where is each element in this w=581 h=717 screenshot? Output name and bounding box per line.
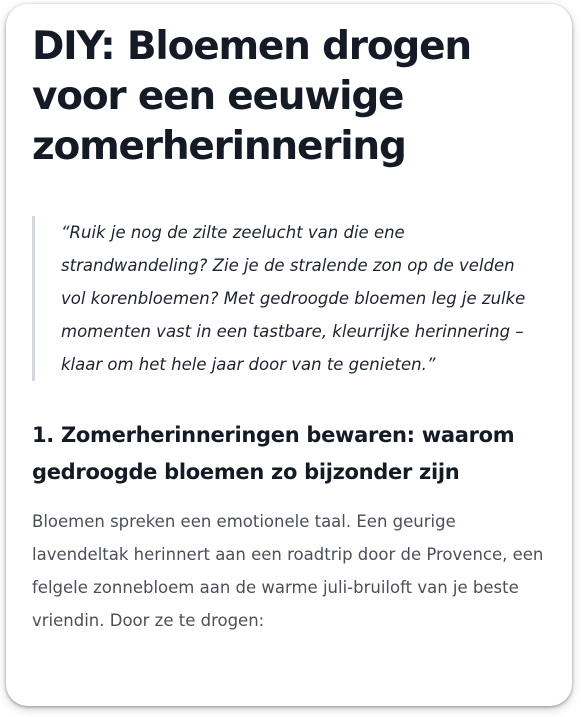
cut-off-text-line — [32, 684, 552, 706]
fade-overlay — [32, 684, 552, 706]
intro-quote-text: “Ruik je nog de zilte zeelucht van die ene strandwandeling? Zie je de stralende zon op de velden vol korenbloemen? Met gedroogde bloemen leg je zulke momenten vast in een tastbare, kleurrijke herinnering – klaar om het hele jaar door van te genieten.” — [61, 223, 526, 374]
section-heading: 1. Zomerherinneringen bewaren: waarom gedroogde bloemen zo bijzonder zijn — [32, 423, 515, 484]
intro-quote — [32, 216, 531, 381]
article-content — [32, 22, 548, 637]
article-card — [6, 4, 572, 706]
section-body-text: Bloemen spreken een emotionele taal. Een geurige lavendeltak herinnert aan een roadtrip door de Provence, een felgele zonnebloem aan de warme juli-bruiloft van je beste vriendin. Door ze te drogen: — [32, 512, 544, 630]
article-title: DIY: Bloemen drogen voor een eeuwige zomerherinnering — [32, 24, 471, 169]
